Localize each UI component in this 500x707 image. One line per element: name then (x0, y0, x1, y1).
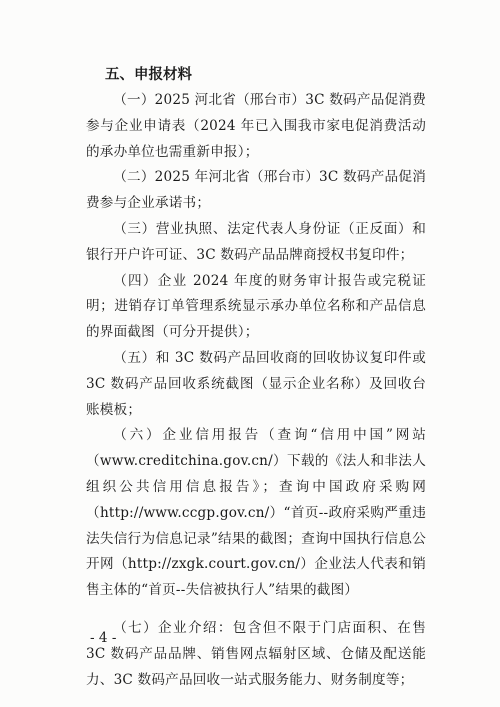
paragraph-7: （七）企业介绍：包含但不限于门店面积、在售 3C 数码产品品牌、销售网点辐射区域、仓储及配送能力、3C 数码产品回收一站式服务能力、财务制度等； (86, 619, 426, 688)
paragraph-5: （五）和 3C 数码产品回收商的回收协议复印件或 3C 数码产品回收系统截图（显示企业名称）及回收台账模板； (86, 349, 426, 418)
paragraph-1: （一）2025 河北省（邢台市）3C 数码产品促消费参与企业申请表（2024 年已入围我市家电促消费活动的承办单位也需重新申报）； (86, 92, 426, 160)
section-heading: 五、申报材料 (105, 67, 192, 83)
paragraph-4: （四）企业 2024 年度的财务审计报告或完税证明；进销存订单管理系统显示承办单位名称和产品信息的界面截图（可分开提供）； (86, 272, 426, 341)
paragraph-spacer (86, 604, 426, 616)
document-body (86, 62, 426, 693)
paragraph-6: （六）企业信用报告（查询“信用中国”网站（www.creditchina.gov.cn/）下载的《法人和非法人组织公共信用信息报告》；查询中国政府采购网（http://www.ccgp.gov.cn/）“首页--政府采购严重违法失信行为信息记录”结果的截图；查询中国执行信息公开网（http://zxgk.court.gov.cn/）企业法人代表和销售主体的“首页--失信被执行人”结果的截图） (86, 427, 426, 599)
paragraph-3: （三）营业执照、法定代表人身份证（正反面）和银行开户许可证、3C 数码产品品牌商授权书复印件； (86, 220, 426, 263)
paragraph-2: （二）2025 年河北省（邢台市）3C 数码产品促消费参与企业承诺书； (86, 169, 426, 212)
page-number: - 4 - (90, 630, 117, 646)
